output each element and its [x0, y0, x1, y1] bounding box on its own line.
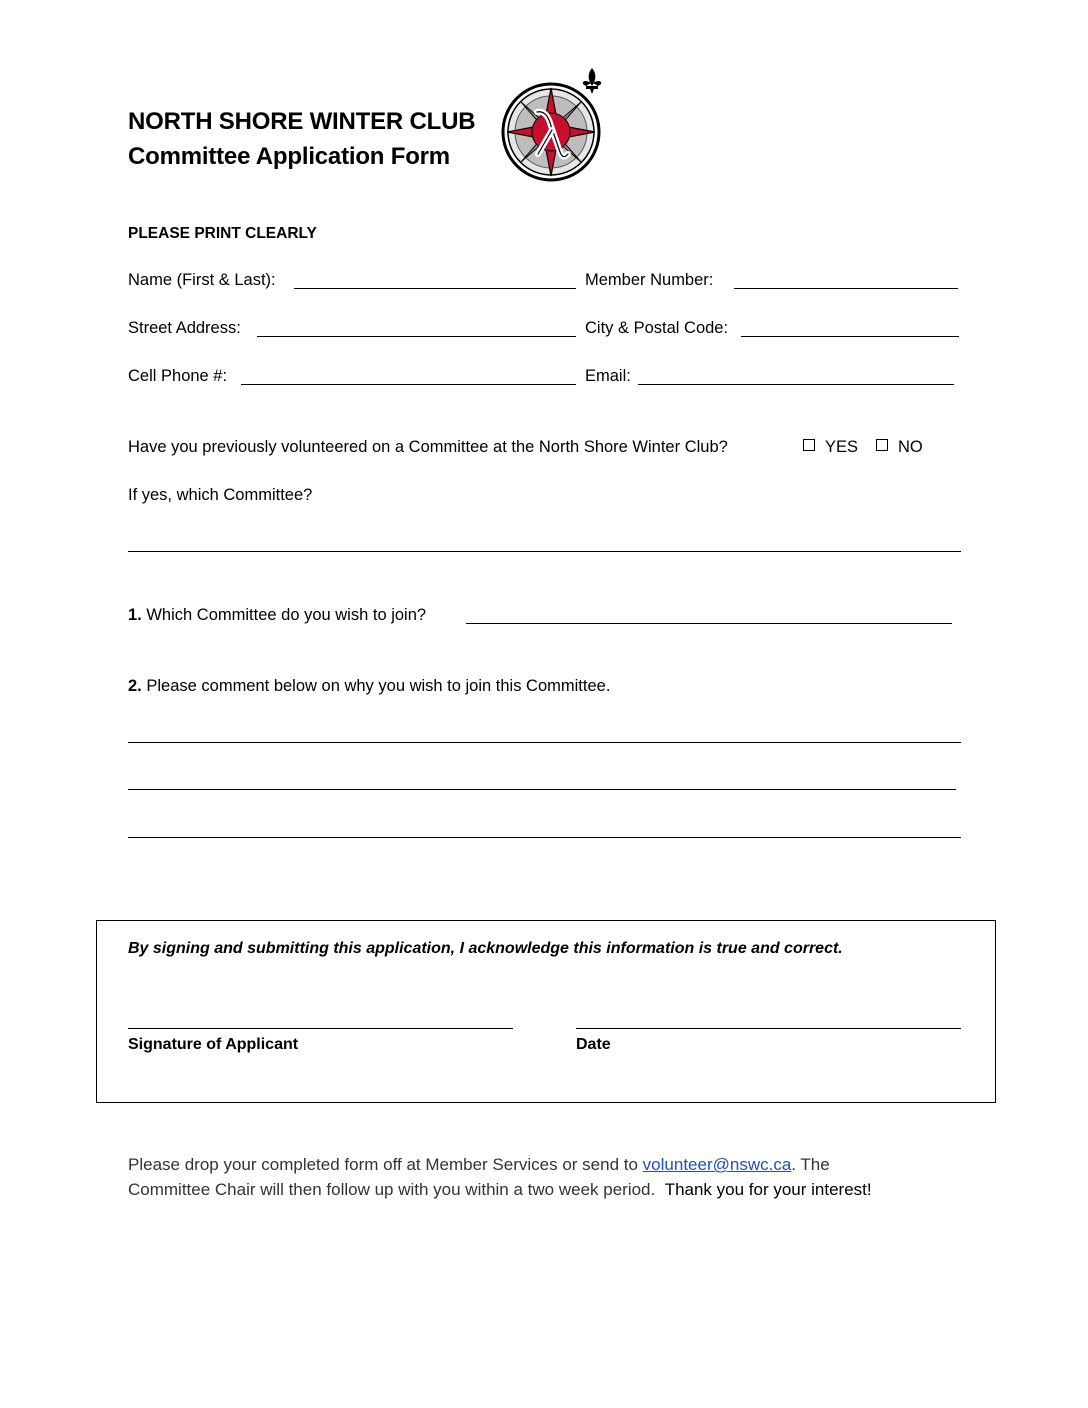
member-number-field[interactable]	[734, 288, 958, 289]
no-option[interactable]	[876, 437, 923, 457]
question-2	[128, 676, 610, 696]
date-field[interactable]	[576, 1028, 961, 1029]
yes-option[interactable]	[803, 437, 858, 457]
street-address-label: Street Address:	[128, 319, 241, 337]
volunteer-question: Have you previously volunteered on a Committee at the North Shore Winter Club?	[128, 438, 728, 456]
comment-line-3[interactable]	[128, 837, 961, 838]
footer-text-1: Please drop your completed form off at Member Services or send to	[128, 1155, 638, 1174]
yes-checkbox[interactable]	[803, 439, 815, 451]
print-clearly-instruction: PLEASE PRINT CLEARLY	[128, 225, 317, 242]
committee-choice-field[interactable]	[466, 623, 952, 624]
cell-phone-label: Cell Phone #:	[128, 367, 228, 385]
footer-note	[128, 1152, 988, 1202]
city-postal-field[interactable]	[741, 336, 959, 337]
comment-line-2[interactable]	[128, 789, 956, 790]
no-checkbox[interactable]	[876, 439, 888, 451]
acknowledgement-statement: By signing and submitting this application, I acknowledge this information is true and correct.	[128, 940, 843, 957]
email-field[interactable]	[638, 384, 954, 385]
member-number-label: Member Number:	[585, 271, 714, 289]
footer-line-2	[128, 1177, 988, 1202]
comment-line-1[interactable]	[128, 742, 961, 743]
form-title: Committee Application Form	[128, 143, 450, 170]
no-label: NO	[898, 438, 923, 456]
cell-phone-field[interactable]	[241, 384, 576, 385]
question-2-text: Please comment below on why you wish to join this Committee.	[146, 677, 611, 695]
footer-text-2: . The	[791, 1155, 830, 1174]
club-logo	[500, 66, 608, 188]
question-2-number: 2.	[128, 677, 142, 695]
which-committee-label: If yes, which Committee?	[128, 486, 313, 504]
date-label: Date	[576, 1036, 611, 1053]
volunteer-email-link[interactable]: volunteer@nswc.ca	[642, 1155, 792, 1174]
signature-label: Signature of Applicant	[128, 1036, 299, 1053]
email-label: Email:	[585, 367, 631, 385]
name-field[interactable]	[294, 288, 576, 289]
footer-text-3: Committee Chair will then follow up with you within a two week period.	[128, 1180, 656, 1199]
footer-line-1	[128, 1152, 988, 1177]
footer-thanks: Thank you for your interest!	[664, 1180, 872, 1199]
org-name: NORTH SHORE WINTER CLUB	[128, 108, 476, 135]
city-postal-label: City & Postal Code:	[585, 319, 729, 337]
question-1	[128, 605, 426, 625]
street-address-field[interactable]	[257, 336, 576, 337]
question-1-number: 1.	[128, 606, 142, 624]
yes-label: YES	[825, 438, 859, 456]
question-1-text: Which Committee do you wish to join?	[146, 606, 427, 624]
signature-field[interactable]	[128, 1028, 513, 1029]
previous-committee-field[interactable]	[128, 551, 961, 552]
name-label: Name (First & Last):	[128, 271, 276, 289]
